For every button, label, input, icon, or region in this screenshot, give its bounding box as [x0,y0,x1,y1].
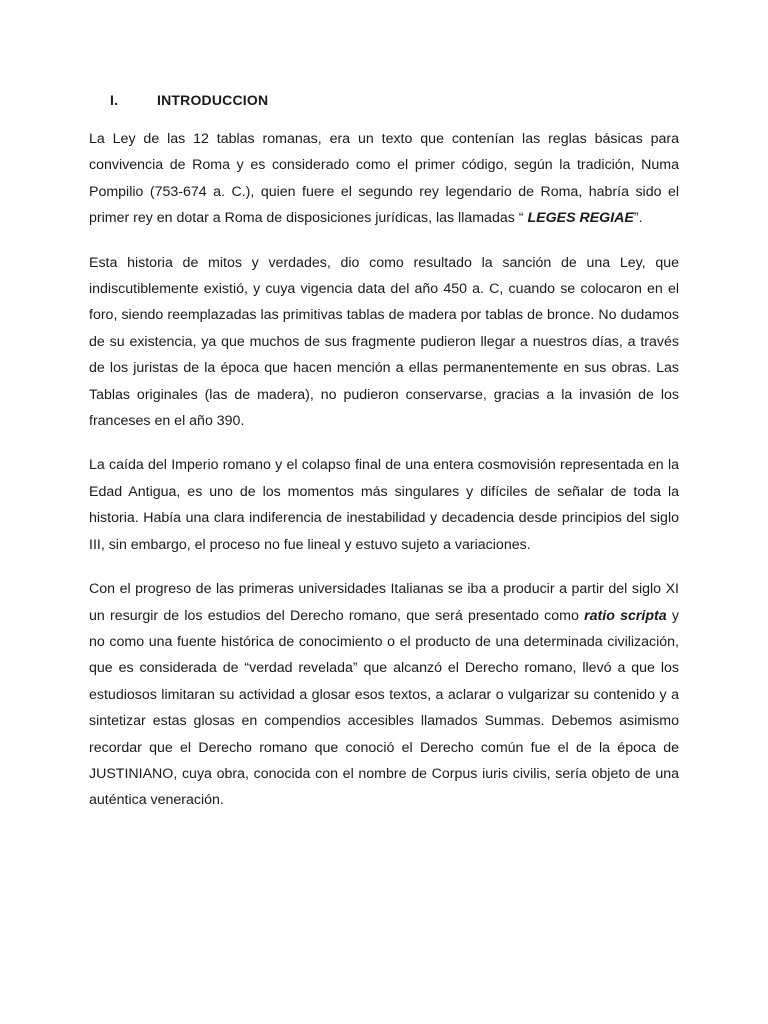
paragraph-3: La caída del Imperio romano y el colapso final de una entera cosmovisión representada en la Edad Antigua, es uno de los momentos más singulares y difíciles de señalar de toda la historia. Había una clara indiferencia de inestabilidad y decadencia desde principios del siglo III, sin embargo, el proceso no fue lineal y estuvo sujeto a variaciones. [89,457,679,553]
section-heading [110,92,268,108]
section-title: INTRODUCCION [157,92,269,108]
document-body [89,126,679,832]
paragraph-4-continuation: y no como una fuente histórica de conocimiento o el producto de una determinada civilización, que es considerada de “verdad revelada” que alcanzó el Derecho romano, llevó a que los estudiosos limitaran su actividad a glosar esos textos, a aclarar o vulgarizar su contenido y a sintetizar estas glosas en compendios accesibles llamados Summas. Debemos asimismo recordar que el Derecho romano que conoció el Derecho común fue el de la época de JUSTINIANO, cuya obra, conocida con el nombre de Corpus iuris civilis, sería objeto de una auténtica veneración. [89,607,679,809]
paragraph-1-closing: ”. [633,210,643,227]
paragraph-1 [89,126,679,232]
paragraph-1-text: La Ley de las 12 tablas romanas, era un texto que contenían las reglas básicas para convivencia de Roma y es considerado como el primer código, según la tradición, Numa Pompilio (753-674 a. C.), quien fuere el segundo rey legendario de Roma, habría sido el primer rey en dotar a Roma de disposiciones jurídicas, las llamadas “ [89,131,679,227]
paragraph-4 [89,576,679,814]
paragraph-4-emphasis: ratio scripta [584,607,667,624]
section-number: I. [110,92,119,108]
paragraph-1-emphasis: LEGES REGIAE [527,210,634,227]
paragraph-4-text: Con el progreso de las primeras universidades Italianas se iba a producir a partir del siglo XI un resurgir de los estudios del Derecho romano, que será presentado como [89,581,679,624]
paragraph-2: Esta historia de mitos y verdades, dio como resultado la sanción de una Ley, que indiscutiblemente existió, y cuya vigencia data del año 450 a. C, cuando se colocaron en el foro, siendo reemplazadas las primitivas tablas de madera por tablas de bronce. No dudamos de su existencia, ya que muchos de sus fragmente pudieron llegar a nuestros días, a través de los juristas de la época que hacen mención a ellas permanentemente en sus obras. Las Tablas originales (las de madera), no pudieron conservarse, gracias a la invasión de los franceses en el año 390. [89,254,679,430]
